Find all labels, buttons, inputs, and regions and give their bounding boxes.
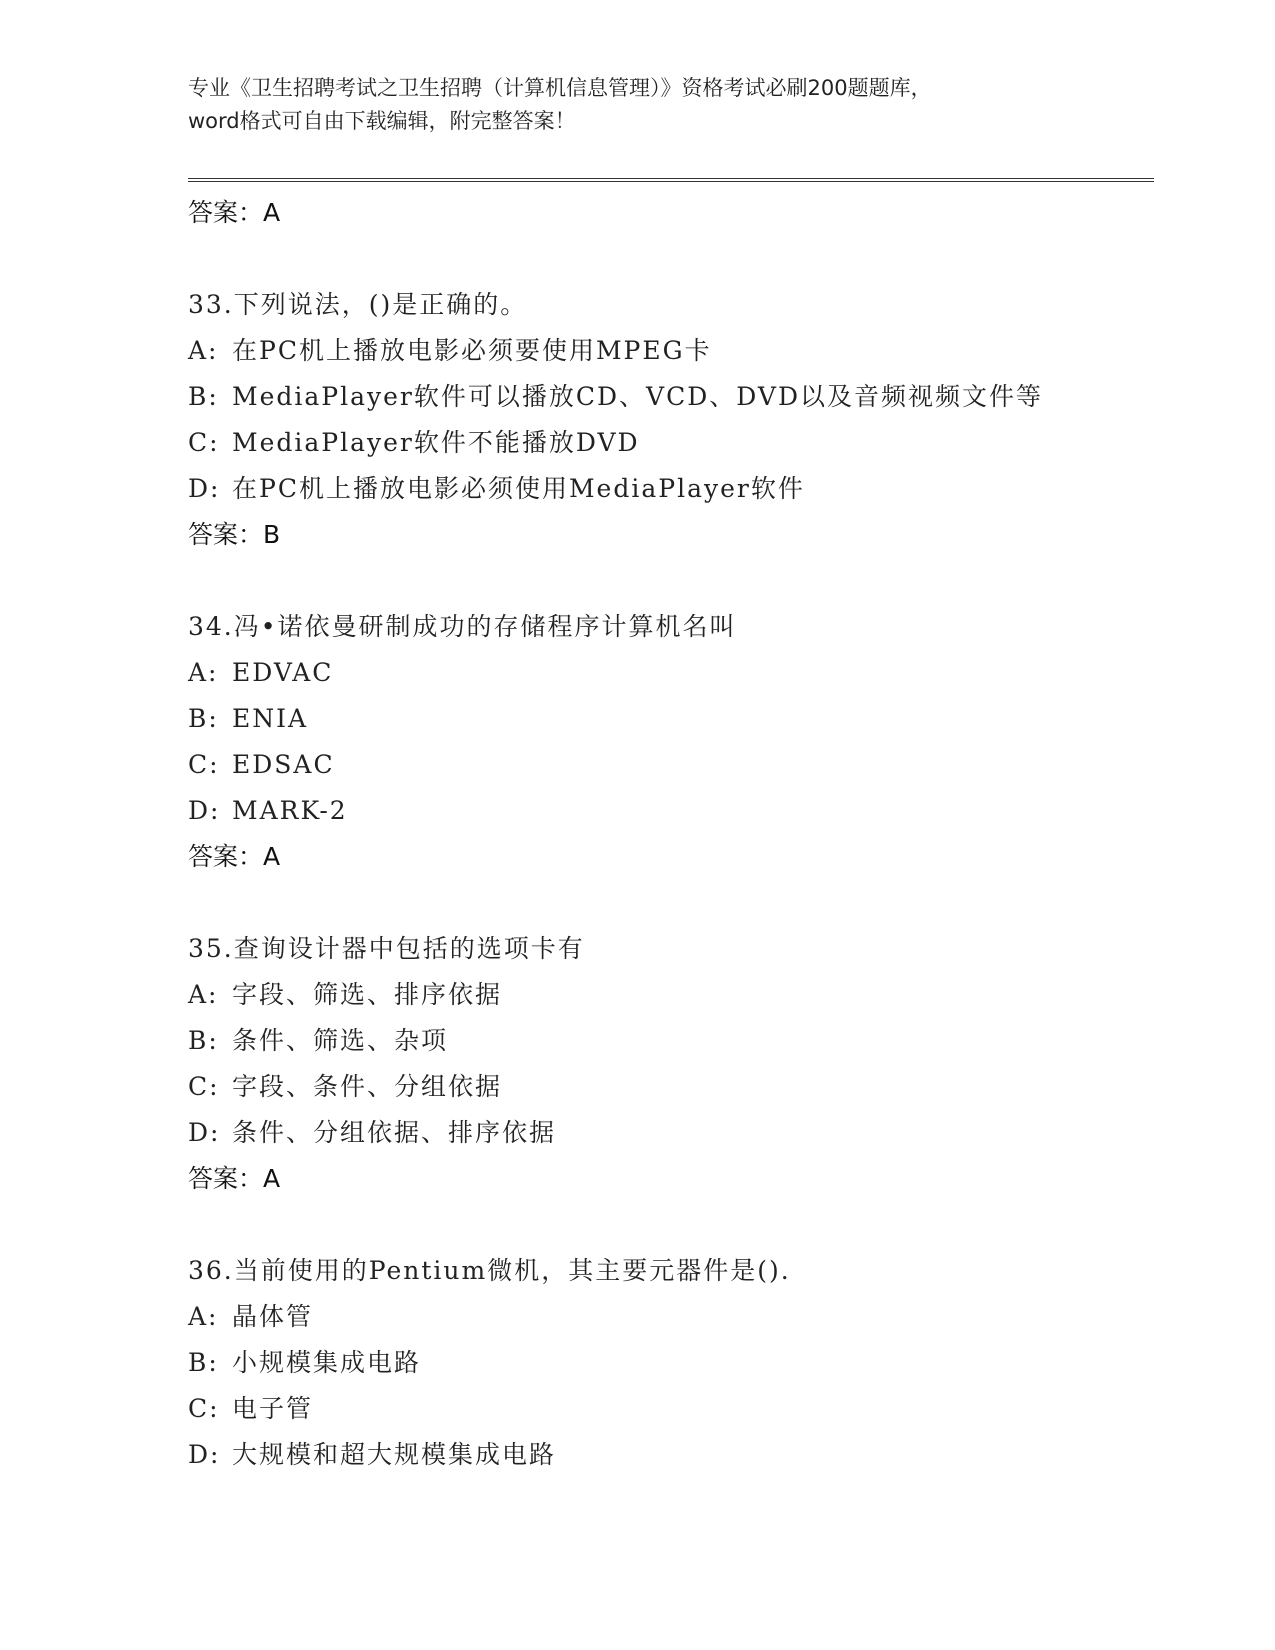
option-c <box>188 420 1148 466</box>
question-35 <box>188 926 1148 1202</box>
answer-line: 答案：A <box>188 198 281 227</box>
option-d <box>188 1110 1148 1156</box>
option-key: C: <box>188 428 220 457</box>
option-b <box>188 374 1148 420</box>
option-text: 条件、分组依据、排序依据 <box>232 1118 557 1147</box>
option-text: 电子管 <box>232 1394 314 1423</box>
option-text: 小规模集成电路 <box>232 1348 422 1377</box>
option-text: MediaPlayer软件可以播放CD、VCD、DVD以及音频视频文件等 <box>232 382 1043 411</box>
option-key: B: <box>188 1026 219 1055</box>
option-text: EDSAC <box>232 750 335 779</box>
option-b <box>188 1018 1148 1064</box>
question-list <box>188 190 1148 1478</box>
option-text: 条件、筛选、杂项 <box>232 1026 449 1055</box>
option-key: D: <box>188 1440 221 1469</box>
answer-line: 答案：A <box>188 842 281 871</box>
answer-line: 答案：B <box>188 520 281 549</box>
header-line-2: word格式可自由下载编辑，附完整答案！ <box>188 109 576 133</box>
question-36 <box>188 1248 1148 1478</box>
question-34 <box>188 604 1148 880</box>
option-key: A: <box>188 980 219 1009</box>
option-key: D: <box>188 796 221 825</box>
option-text: MARK-2 <box>232 796 348 825</box>
option-text: 晶体管 <box>232 1302 314 1331</box>
option-key: C: <box>188 1072 220 1101</box>
option-d <box>188 788 1148 834</box>
option-text: ENIA <box>232 704 309 733</box>
option-c <box>188 1386 1148 1432</box>
option-text: 在PC机上播放电影必须要使用MPEG卡 <box>232 336 712 365</box>
option-a <box>188 972 1148 1018</box>
option-text: MediaPlayer软件不能播放DVD <box>232 428 640 457</box>
header-line-1: 专业《卫生招聘考试之卫生招聘（计算机信息管理）》资格考试必刷200题题库， <box>188 76 932 100</box>
option-key: C: <box>188 750 220 779</box>
option-c <box>188 1064 1148 1110</box>
page-header <box>188 72 1088 138</box>
option-b <box>188 1340 1148 1386</box>
option-key: B: <box>188 704 219 733</box>
option-key: D: <box>188 474 221 503</box>
option-key: A: <box>188 336 219 365</box>
option-key: B: <box>188 382 219 411</box>
option-text: EDVAC <box>232 658 334 687</box>
option-b <box>188 696 1148 742</box>
option-key: C: <box>188 1394 220 1423</box>
answer-line: 答案：A <box>188 1164 281 1193</box>
option-text: 字段、筛选、排序依据 <box>232 980 503 1009</box>
option-a <box>188 1294 1148 1340</box>
option-key: B: <box>188 1348 219 1377</box>
question-stem: 34.冯•诺依曼研制成功的存储程序计算机名叫 <box>188 612 737 641</box>
question-stem: 35.查询设计器中包括的选项卡有 <box>188 934 585 963</box>
option-key: A: <box>188 1302 219 1331</box>
option-a <box>188 328 1148 374</box>
option-key: D: <box>188 1118 221 1147</box>
question-33 <box>188 282 1148 558</box>
option-a <box>188 650 1148 696</box>
option-d <box>188 466 1148 512</box>
option-text: 在PC机上播放电影必须使用MediaPlayer软件 <box>232 474 805 503</box>
question-stem: 36.当前使用的Pentium微机，其主要元器件是(). <box>188 1256 791 1285</box>
header-divider <box>188 178 1154 182</box>
option-d <box>188 1432 1148 1478</box>
option-c <box>188 742 1148 788</box>
option-text: 字段、条件、分组依据 <box>232 1072 503 1101</box>
option-key: A: <box>188 658 219 687</box>
question-stem: 33.下列说法，()是正确的。 <box>188 290 528 319</box>
option-text: 大规模和超大规模集成电路 <box>232 1440 557 1469</box>
